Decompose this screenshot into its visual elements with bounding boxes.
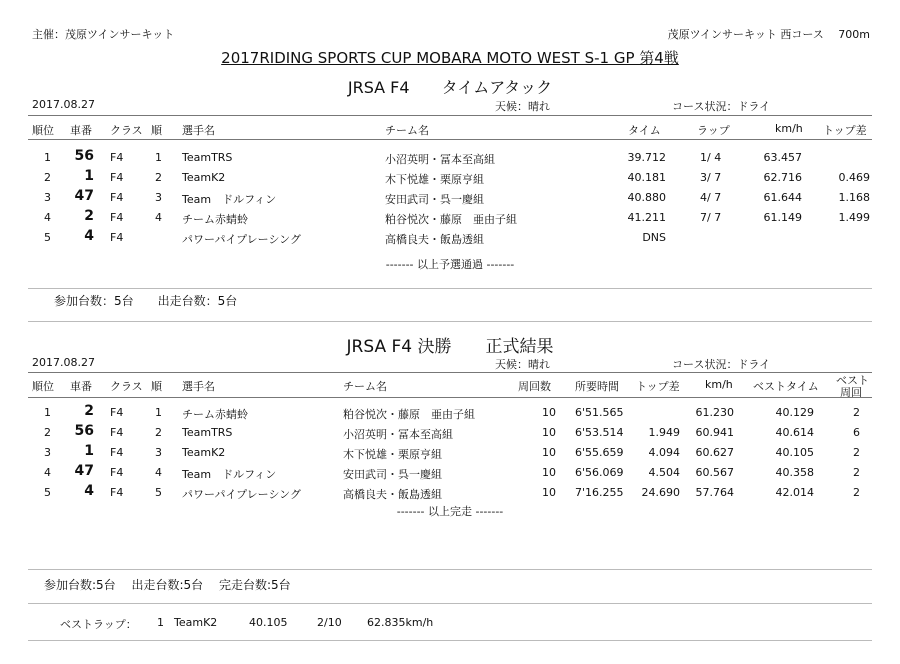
cell-kmh: 60.567 xyxy=(695,466,734,479)
table-row xyxy=(0,168,900,187)
cell-order: 1 xyxy=(155,151,162,164)
final-col-bestlap-2: 周回 xyxy=(840,386,862,399)
table-row xyxy=(0,483,900,502)
ta-title: JRSA F4 タイムアタック xyxy=(347,78,553,97)
cell-pos: 4 xyxy=(44,466,51,479)
cell-team: 安田武司・呉一慶組 xyxy=(343,468,442,481)
cell-rider: パワーパイプレーシング xyxy=(182,488,301,501)
cell-order: 3 xyxy=(155,191,162,204)
ta-col-time: タイム xyxy=(628,124,661,137)
final-col-team: チーム名 xyxy=(343,380,387,393)
cell-car-no: 1 xyxy=(84,443,94,459)
final-col-best: ベストタイム xyxy=(753,380,819,393)
cell-kmh: 60.627 xyxy=(695,446,734,459)
cell-order: 1 xyxy=(155,406,162,419)
cell-pos: 5 xyxy=(44,486,51,499)
cell-laps: 10 xyxy=(542,466,556,479)
table-row xyxy=(0,443,900,462)
ta-col-lap: ラップ xyxy=(697,124,730,137)
venue-label: 茂原ツインサーキット 西コース 700m xyxy=(667,28,870,41)
cell-laps: 10 xyxy=(542,406,556,419)
final-col-name: 選手名 xyxy=(182,380,215,393)
ta-summary: 参加台数：5台 出走台数：5台 xyxy=(54,294,238,308)
final-col-order: 順 xyxy=(151,380,162,393)
cell-order: 2 xyxy=(155,171,162,184)
table-row xyxy=(0,228,900,247)
cell-class: F4 xyxy=(110,191,124,204)
cell-gap: 4.094 xyxy=(648,446,680,459)
cell-pos: 2 xyxy=(44,171,51,184)
cell-total-time: 6'56.069 xyxy=(575,466,624,479)
ta-col-pos: 順位 xyxy=(32,124,54,137)
cell-order: 5 xyxy=(155,486,162,499)
cell-team: 安田武司・呉一慶組 xyxy=(385,193,484,206)
final-header-top-rule xyxy=(28,372,872,373)
organizer-label: 主催：茂原ツインサーキット xyxy=(32,28,175,41)
cell-pos: 1 xyxy=(44,406,51,419)
cell-laps: 10 xyxy=(542,486,556,499)
cell-best-time: 40.105 xyxy=(775,446,814,459)
cell-team: 高橋良夫・飯島透組 xyxy=(343,488,442,501)
final-col-gap: トップ差 xyxy=(636,380,680,393)
cell-rider: チーム赤蜻蛉 xyxy=(182,408,248,421)
cell-best-lap: 2 xyxy=(853,406,860,419)
ta-footer-note: ------- 以上予選通過 ------- xyxy=(385,258,515,271)
cell-total-time: 6'55.659 xyxy=(575,446,624,459)
cell-time: DNS xyxy=(642,231,666,244)
best-lap-name: TeamK2 xyxy=(174,616,218,629)
final-summary: 参加台数:5台 出走台数:5台 完走台数:5台 xyxy=(44,578,291,592)
cell-class: F4 xyxy=(110,406,124,419)
cell-gap: 24.690 xyxy=(641,486,680,499)
ta-course: コース状況：ドライ xyxy=(672,100,771,113)
table-row xyxy=(0,423,900,442)
final-header-bottom-rule xyxy=(28,397,872,398)
cell-best-time: 40.129 xyxy=(775,406,814,419)
cell-class: F4 xyxy=(110,426,124,439)
table-row xyxy=(0,188,900,207)
cell-kmh: 61.149 xyxy=(763,211,802,224)
cell-car-no: 4 xyxy=(84,483,94,499)
ta-summary-rule xyxy=(28,288,872,289)
ta-col-class: クラス xyxy=(110,124,143,137)
cell-team: 粕谷悦次・藤原 亜由子組 xyxy=(343,408,475,421)
cell-class: F4 xyxy=(110,211,124,224)
ta-table-header xyxy=(0,118,900,138)
cell-car-no: 47 xyxy=(74,188,94,204)
cell-car-no: 56 xyxy=(74,148,94,164)
final-summary-rule xyxy=(28,569,872,570)
cell-car-no: 47 xyxy=(74,463,94,479)
ta-col-gap: トップ差 xyxy=(823,124,867,137)
cell-gap: 4.504 xyxy=(648,466,680,479)
cell-class: F4 xyxy=(110,151,124,164)
cell-time: 40.880 xyxy=(627,191,666,204)
ta-col-no: 車番 xyxy=(70,124,92,137)
cell-best-lap: 2 xyxy=(853,486,860,499)
best-lap-no: 1 xyxy=(157,616,164,629)
final-col-kmh: km/h xyxy=(705,378,733,391)
cell-gap: 1.499 xyxy=(838,211,870,224)
cell-gap: 0.469 xyxy=(838,171,870,184)
cell-class: F4 xyxy=(110,446,124,459)
cell-kmh: 62.716 xyxy=(763,171,802,184)
final-bestlap-rule xyxy=(28,603,872,604)
cell-class: F4 xyxy=(110,171,124,184)
table-row xyxy=(0,208,900,227)
ta-header-top-rule xyxy=(28,115,872,116)
ta-col-kmh: km/h xyxy=(775,122,803,135)
cell-rider: TeamK2 xyxy=(182,446,226,459)
table-row xyxy=(0,148,900,167)
best-lap-line xyxy=(0,616,900,632)
cell-time: 40.181 xyxy=(627,171,666,184)
ta-col-team: チーム名 xyxy=(385,124,429,137)
cell-best-lap: 2 xyxy=(853,446,860,459)
cell-team: 高橋良夫・飯島透組 xyxy=(385,233,484,246)
cell-rider: TeamTRS xyxy=(182,151,233,164)
cell-gap: 1.168 xyxy=(838,191,870,204)
cell-team: 木下悦雄・栗原亨組 xyxy=(385,173,484,186)
cell-lap: 3/ 7 xyxy=(700,171,722,184)
cell-pos: 2 xyxy=(44,426,51,439)
cell-best-lap: 2 xyxy=(853,466,860,479)
final-col-bestlap-1: ベスト xyxy=(836,374,869,387)
cell-pos: 3 xyxy=(44,446,51,459)
best-lap-label: ベストラップ： xyxy=(60,618,137,631)
cell-class: F4 xyxy=(110,231,124,244)
cell-lap: 1/ 4 xyxy=(700,151,722,164)
final-col-laps: 周回数 xyxy=(518,380,551,393)
final-footer-note: ------- 以上完走 ------- xyxy=(396,505,504,518)
ta-date: 2017.08.27 xyxy=(32,98,95,111)
cell-rider: パワーパイプレーシング xyxy=(182,233,301,246)
cell-kmh: 63.457 xyxy=(763,151,802,164)
final-weather: 天候：晴れ xyxy=(495,358,550,371)
cell-order: 4 xyxy=(155,211,162,224)
cell-lap: 7/ 7 xyxy=(700,211,722,224)
best-lap-lap: 2/10 xyxy=(317,616,342,629)
ta-col-order: 順 xyxy=(151,124,162,137)
final-table-header xyxy=(0,374,900,399)
best-lap-speed: 62.835km/h xyxy=(367,616,434,629)
cell-car-no: 2 xyxy=(84,208,94,224)
cell-lap: 4/ 7 xyxy=(700,191,722,204)
page-bottom-rule xyxy=(28,640,872,641)
cell-rider: Team ドルフィン xyxy=(182,193,277,206)
final-col-no: 車番 xyxy=(70,380,92,393)
table-row xyxy=(0,403,900,422)
cell-team: 木下悦雄・栗原亨組 xyxy=(343,448,442,461)
cell-total-time: 6'51.565 xyxy=(575,406,624,419)
final-title: JRSA F4 決勝 正式結果 xyxy=(346,337,554,357)
cell-rider: TeamTRS xyxy=(182,426,233,439)
final-col-class: クラス xyxy=(110,380,143,393)
cell-car-no: 4 xyxy=(84,228,94,244)
cell-kmh: 61.230 xyxy=(695,406,734,419)
cell-kmh: 61.644 xyxy=(763,191,802,204)
ta-header-bottom-rule xyxy=(28,139,872,140)
final-course: コース状況：ドライ xyxy=(672,358,771,371)
cell-team: 粕谷悦次・藤原 亜由子組 xyxy=(385,213,517,226)
cell-laps: 10 xyxy=(542,426,556,439)
cell-pos: 3 xyxy=(44,191,51,204)
cell-team: 小沼英明・冨本至高組 xyxy=(343,428,453,441)
final-col-pos: 順位 xyxy=(32,380,54,393)
cell-rider: チーム赤蜻蛉 xyxy=(182,213,248,226)
cell-kmh: 60.941 xyxy=(695,426,734,439)
cell-gap: 1.949 xyxy=(648,426,680,439)
cell-pos: 4 xyxy=(44,211,51,224)
cell-rider: Team ドルフィン xyxy=(182,468,277,481)
cell-time: 39.712 xyxy=(627,151,666,164)
cell-kmh: 57.764 xyxy=(695,486,734,499)
ta-col-name: 選手名 xyxy=(182,124,215,137)
table-row xyxy=(0,463,900,482)
cell-best-time: 40.358 xyxy=(775,466,814,479)
cell-order: 3 xyxy=(155,446,162,459)
cell-car-no: 2 xyxy=(84,403,94,419)
cell-best-time: 40.614 xyxy=(775,426,814,439)
ta-section-end-rule xyxy=(28,321,872,322)
cell-rider: TeamK2 xyxy=(182,171,226,184)
cell-pos: 1 xyxy=(44,151,51,164)
cell-total-time: 7'16.255 xyxy=(575,486,624,499)
cell-car-no: 1 xyxy=(84,168,94,184)
cell-laps: 10 xyxy=(542,446,556,459)
cell-total-time: 6'53.514 xyxy=(575,426,624,439)
cell-pos: 5 xyxy=(44,231,51,244)
cell-time: 41.211 xyxy=(627,211,666,224)
cell-best-time: 42.014 xyxy=(775,486,814,499)
cell-class: F4 xyxy=(110,466,124,479)
event-title: 2017RIDING SPORTS CUP MOBARA MOTO WEST S-1 GP 第4戦 xyxy=(221,49,679,67)
final-date: 2017.08.27 xyxy=(32,356,95,369)
cell-team: 小沼英明・冨本至高組 xyxy=(385,153,495,166)
cell-best-lap: 6 xyxy=(853,426,860,439)
cell-class: F4 xyxy=(110,486,124,499)
cell-order: 4 xyxy=(155,466,162,479)
cell-order: 2 xyxy=(155,426,162,439)
final-col-total: 所要時間 xyxy=(575,380,619,393)
best-lap-time: 40.105 xyxy=(249,616,288,629)
cell-car-no: 56 xyxy=(74,423,94,439)
ta-weather: 天候：晴れ xyxy=(495,100,550,113)
